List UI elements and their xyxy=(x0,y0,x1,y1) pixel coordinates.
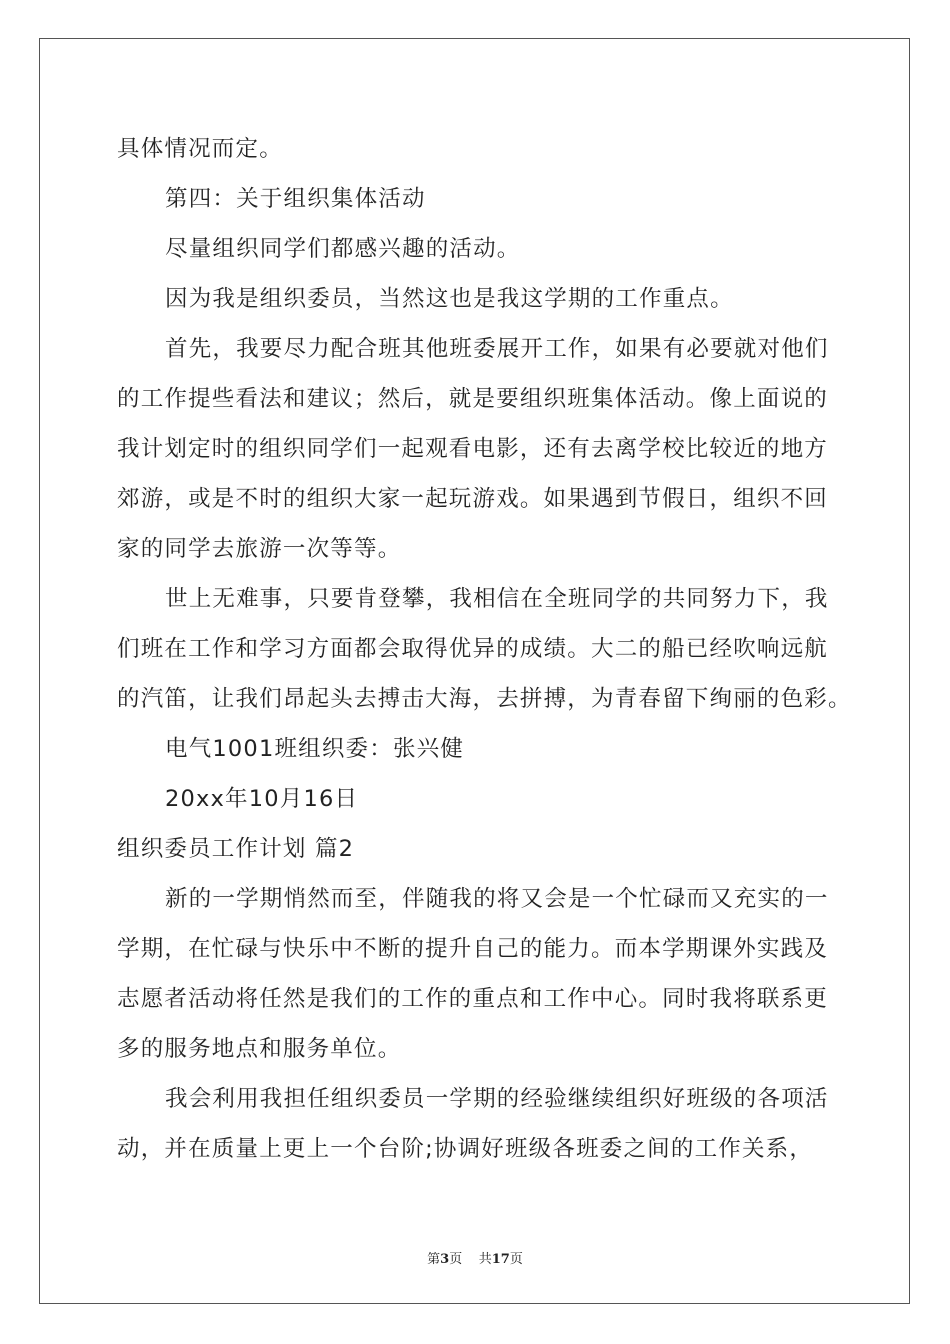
page-prefix: 第 xyxy=(427,1252,441,1267)
paragraph-line: 多的服务地点和服务单位。 xyxy=(117,1036,402,1062)
paragraph-line: 新的一学期悄然而至，伴随我的将又会是一个忙碌而又充实的一 xyxy=(165,886,829,912)
paragraph-line: 的工作提些看法和建议；然后，就是要组织班集体活动。像上面说的 xyxy=(117,386,829,412)
page-current: 3 xyxy=(440,1252,450,1267)
paragraph-line: 首先，我要尽力配合班其他班委展开工作，如果有必要就对他们 xyxy=(165,336,829,362)
paragraph-line: 具体情况而定。 xyxy=(117,136,283,162)
page-suffix: 页 xyxy=(449,1252,463,1267)
paragraph-line: 动，并在质量上更上一个台阶;协调好班级各班委之间的工作关系， xyxy=(117,1136,814,1162)
page-total: 17 xyxy=(491,1252,510,1267)
total-prefix: 共 xyxy=(478,1252,492,1267)
date-line: 20xx年10月16日 xyxy=(165,786,359,812)
paragraph-line: 世上无难事，只要肯登攀，我相信在全班同学的共同努力下，我 xyxy=(165,586,829,612)
paragraph-line: 家的同学去旅游一次等等。 xyxy=(117,536,402,562)
paragraph-line: 我会利用我担任组织委员一学期的经验继续组织好班级的各项活 xyxy=(165,1086,829,1112)
section-heading: 第四：关于组织集体活动 xyxy=(165,186,426,212)
paragraph-line: 的汽笛，让我们昂起头去搏击大海，去拼搏，为青春留下绚丽的色彩。 xyxy=(117,686,852,712)
paragraph-line: 郊游，或是不时的组织大家一起玩游戏。如果遇到节假日，组织不回 xyxy=(117,486,829,512)
paragraph-line: 因为我是组织委员，当然这也是我这学期的工作重点。 xyxy=(165,286,734,312)
signature-line: 电气1001班组织委：张兴健 xyxy=(165,736,465,762)
document-body xyxy=(117,124,852,1174)
paragraph-line: 我计划定时的组织同学们一起观看电影，还有去离学校比较近的地方 xyxy=(117,436,829,462)
paragraph-line: 学期，在忙碌与快乐中不断的提升自己的能力。而本学期课外实践及 xyxy=(117,936,829,962)
total-suffix: 页 xyxy=(509,1252,523,1267)
paragraph-line: 们班在工作和学习方面都会取得优异的成绩。大二的船已经吹响远航 xyxy=(117,636,829,662)
section-title: 组织委员工作计划 篇2 xyxy=(117,836,355,862)
paragraph-line: 尽量组织同学们都感兴趣的活动。 xyxy=(165,236,521,262)
paragraph-line: 志愿者活动将任然是我们的工作的重点和工作中心。同时我将联系更 xyxy=(117,986,829,1012)
page-footer xyxy=(0,1248,950,1267)
